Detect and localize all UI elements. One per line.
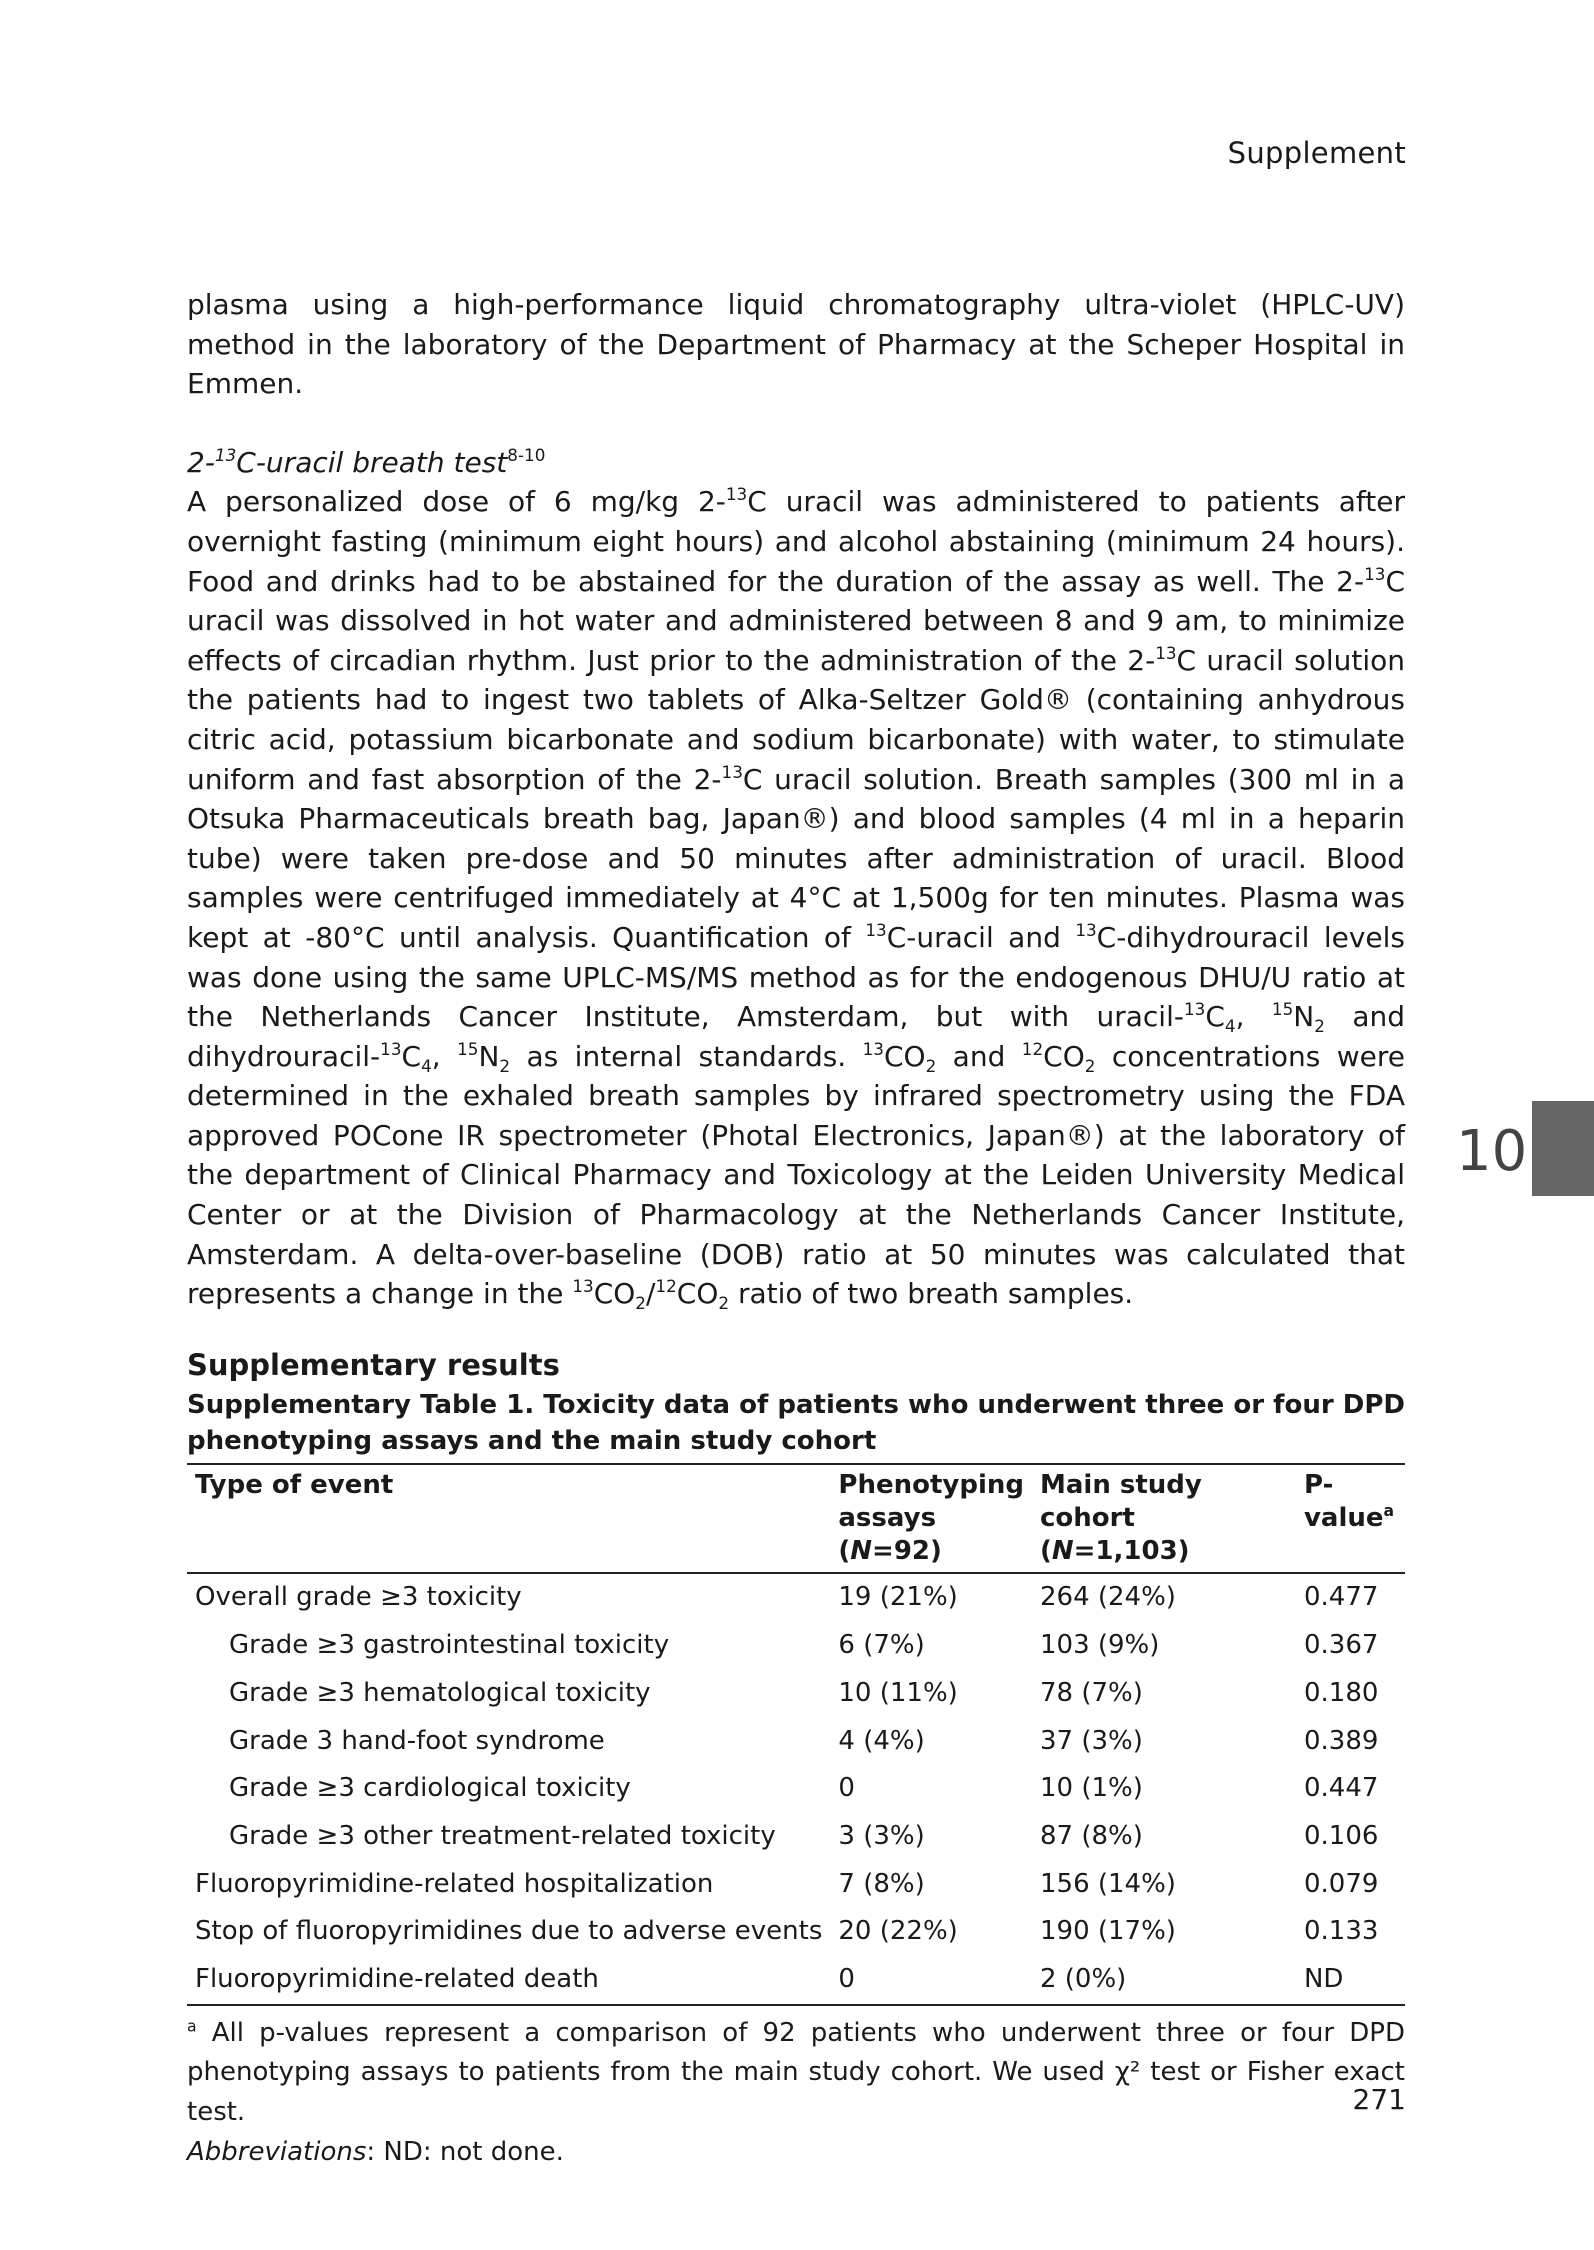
cell-main-cohort: 87 (8%)	[1039, 1820, 1143, 1851]
cell-p-value: 0.180	[1303, 1677, 1379, 1708]
cell-event: Grade 3 hand-foot syndrome	[229, 1725, 605, 1756]
cell-main-cohort: 190 (17%)	[1039, 1916, 1176, 1947]
table-row	[187, 1956, 1405, 2005]
cell-event: Grade ≥3 gastrointestinal toxicity	[229, 1630, 670, 1661]
intro-paragraph: plasma using a high-performance liquid chromatography ultra-violet (HPLC-UV) method in the laboratory of the Department of Pharmacy at the Scheper Hospital in Emmen.	[187, 288, 1405, 401]
toxicity-table	[187, 1463, 1405, 2005]
page-number: 271	[1352, 2083, 1406, 2116]
cell-phenotyping: 3 (3%)	[838, 1820, 925, 1851]
cell-main-cohort: 78 (7%)	[1039, 1677, 1143, 1708]
table-row	[187, 1573, 1405, 1622]
cell-p-value: 0.389	[1303, 1725, 1379, 1756]
cell-event: Fluoropyrimidine-related hospitalization	[195, 1868, 714, 1899]
page-body	[187, 285, 1405, 2172]
cell-event: Grade ≥3 hematological toxicity	[229, 1677, 651, 1708]
table-row	[187, 1670, 1405, 1718]
breath-test-paragraph: A personalized dose of 6 mg/kg 2-$^{13}$C uracil was administered to patients after overnight fasting (minimum eight hours) and alcohol abstaining (minimum 24 hours). Food and drinks had to be abstained for the duration of the assay as well. The 2-$^{13}$C uracil was dissolved in hot water and administered between 8 and 9 am, to minimize effects of circadian rhythm. Just prior to the administration of the 2-$^{13}$C uracil solution the patients had to ingest two tablets of Alka-Seltzer Gold® (containing anhydrous citric acid, potassium bicarbonate and sodium bicarbonate) with water, to stimulate uniform and fast absorption of the 2-$^{13}$C uracil solution. Breath samples (300 ml in a Otsuka Pharmaceuticals breath bag, Japan®) and blood samples (4 ml in a heparin tube) were taken pre-dose and 50 minutes after administration of uracil. Blood samples were centrifuged immediately at 4°C at 1,500g for ten minutes. Plasma was kept at -80°C until analysis. Quantification of $^{13}$C-uracil and $^{13}$C-dihydrouracil levels was done using the same UPLC-MS/MS method as for the endogenous DHU/U ratio at the Netherlands Cancer Institute, Amsterdam, but with uracil-$^{13}C_4$, $^{15}N_2$ and dihydrouracil-$^{13}C_4$, $^{15}N_2$ as internal standards. $^{13}CO_2$ and $^{12}CO_2$ concentrations were determined in the exhaled breath samples by infrared spectrometry using the FDA approved POCone IR spectrometer (Photal Electronics, Japan®) at the laboratory of the department of Clinical Pharmacy and Toxicology at the Leiden University Medical Center or at the Division of Pharmacology at the Netherlands Cancer Institute, Amsterdam. A delta-over-baseline (DOB) ratio at 50 minutes was calculated that represents a change in the $^{13}CO_2/^{12}CO_2$ ratio of two breath samples.	[187, 484, 1406, 1314]
cell-phenotyping: 20 (22%)	[838, 1916, 958, 1947]
header-type-of-event: Type of event	[195, 1470, 394, 1501]
cell-phenotyping: 0	[838, 1964, 855, 1995]
header-phenotyping-assays: Phenotyping assays (N=92)	[838, 1470, 1024, 1567]
header-main-study-cohort: Main study cohort (N=1,103)	[1039, 1470, 1202, 1567]
cell-main-cohort: 10 (1%)	[1039, 1773, 1143, 1804]
table-footnote: $^a$ All p-values represent a comparison of 92 patients who underwent three or four DPD phenotyping assays to patients from the main study cohort. We used χ² test or Fisher exact test. Abbreviations: ND: not done.	[187, 2017, 1405, 2167]
table-caption: Supplementary Table 1. Toxicity data of patients who underwent three or four DPD phenotyping assays and the main study cohort	[187, 1390, 1405, 1457]
cell-p-value: 0.367	[1303, 1630, 1379, 1661]
cell-phenotyping: 4 (4%)	[838, 1725, 925, 1756]
cell-p-value: 0.106	[1303, 1820, 1379, 1851]
cell-phenotyping: 7 (8%)	[838, 1868, 925, 1899]
cell-event: Overall grade ≥3 toxicity	[195, 1582, 522, 1613]
cell-event: Grade ≥3 cardiological toxicity	[229, 1773, 631, 1804]
table-header-row	[187, 1464, 1405, 1573]
cell-phenotyping: 6 (7%)	[838, 1630, 925, 1661]
chapter-number: 10	[1456, 1119, 1528, 1184]
cell-event: Fluoropyrimidine-related death	[195, 1964, 599, 1995]
cell-main-cohort: 156 (14%)	[1039, 1868, 1176, 1899]
cell-main-cohort: 2 (0%)	[1039, 1964, 1127, 1995]
cell-main-cohort: 37 (3%)	[1039, 1725, 1143, 1756]
cell-phenotyping: 19 (21%)	[838, 1582, 958, 1613]
supplementary-results-heading: Supplementary results	[187, 1347, 560, 1382]
cell-phenotyping: 0	[838, 1773, 855, 1804]
running-head: Supplement	[1227, 136, 1406, 170]
table-row	[187, 1622, 1405, 1670]
chapter-tab-marker	[1532, 1101, 1594, 1196]
table-row	[187, 1813, 1405, 1861]
cell-p-value: 0.477	[1303, 1582, 1379, 1613]
cell-event: Stop of fluoropyrimidines due to adverse events	[195, 1916, 823, 1947]
table-row	[187, 1718, 1405, 1766]
header-p-value: P-value$^a$	[1303, 1470, 1395, 1534]
cell-p-value: ND	[1303, 1964, 1344, 1995]
table-row	[187, 1765, 1405, 1813]
cell-phenotyping: 10 (11%)	[838, 1677, 958, 1708]
cell-p-value: 0.079	[1303, 1868, 1379, 1899]
table-row	[187, 1861, 1405, 1909]
cell-p-value: 0.447	[1303, 1773, 1379, 1804]
cell-p-value: 0.133	[1303, 1916, 1379, 1947]
cell-event: Grade ≥3 other treatment-related toxicity	[229, 1820, 776, 1851]
table-row	[187, 1908, 1405, 1956]
section-title-breath-test: 2-$^{13}$C-uracil breath test$^{8-10}$	[187, 444, 546, 479]
cell-main-cohort: 264 (24%)	[1039, 1582, 1176, 1613]
cell-main-cohort: 103 (9%)	[1039, 1630, 1160, 1661]
